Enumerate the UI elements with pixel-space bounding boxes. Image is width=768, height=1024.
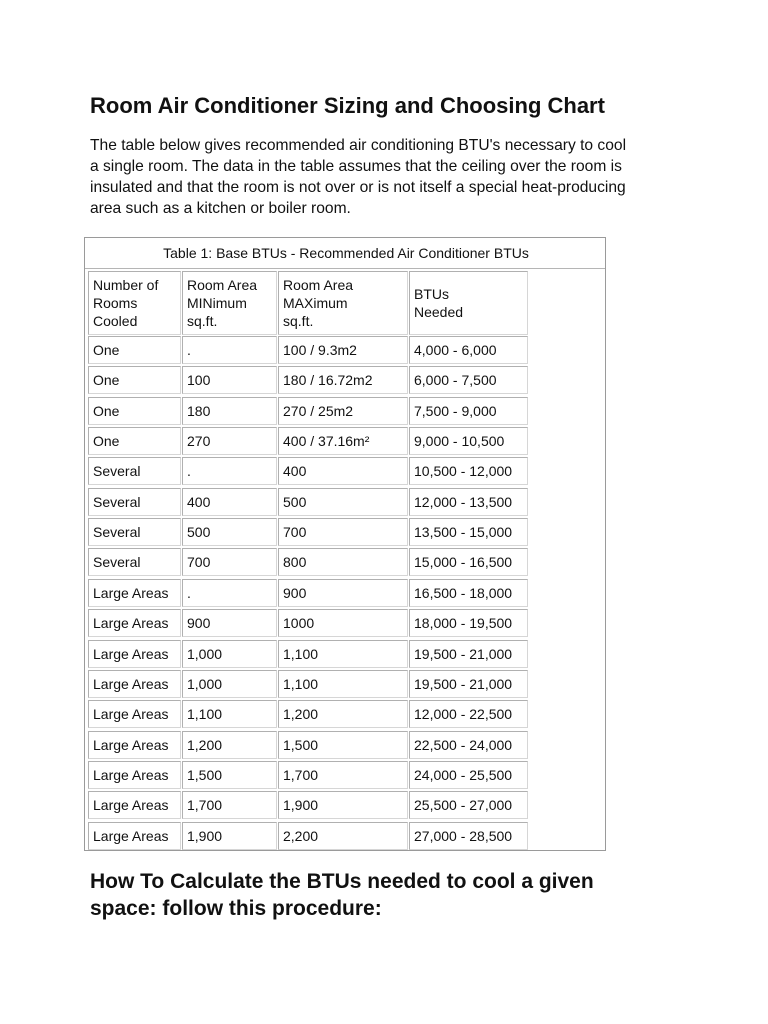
cell-max-area: 1,900 — [278, 791, 408, 819]
cell-btus-needed: 16,500 - 18,000 — [409, 579, 528, 607]
header-line: sq.ft. — [283, 313, 314, 329]
intro-line: area such as a kitchen or boiler room. — [90, 200, 351, 217]
cell-btus-needed: 24,000 - 25,500 — [409, 761, 528, 789]
cell-min-area: 400 — [182, 488, 277, 516]
header-max-area — [278, 271, 408, 335]
cell-rooms-cooled: Large Areas — [88, 761, 181, 789]
cell-btus-needed: 6,000 - 7,500 — [409, 366, 528, 394]
section-heading — [90, 868, 690, 922]
section-heading-line: space: follow this procedure: — [90, 897, 382, 920]
cell-min-area: 900 — [182, 609, 277, 637]
header-line: Cooled — [93, 313, 138, 329]
cell-btus-needed: 13,500 - 15,000 — [409, 518, 528, 546]
cell-max-area: 1,200 — [278, 700, 408, 728]
cell-btus-needed: 27,000 - 28,500 — [409, 822, 528, 850]
cell-min-area: 1,100 — [182, 700, 277, 728]
cell-max-area: 1,100 — [278, 670, 408, 698]
cell-max-area: 1,700 — [278, 761, 408, 789]
cell-max-area: 1,100 — [278, 640, 408, 668]
cell-min-area: 180 — [182, 397, 277, 425]
cell-max-area: 100 / 9.3m2 — [278, 336, 408, 364]
cell-rooms-cooled: Large Areas — [88, 670, 181, 698]
cell-min-area: . — [182, 457, 277, 485]
intro-line: a single room. The data in the table assumes that the ceiling over the room is — [90, 158, 622, 175]
section-heading-line: How To Calculate the BTUs needed to cool a given — [90, 870, 594, 893]
header-line: Number of — [93, 277, 159, 293]
cell-rooms-cooled: Large Areas — [88, 822, 181, 850]
cell-min-area: 1,200 — [182, 731, 277, 759]
cell-btus-needed: 4,000 - 6,000 — [409, 336, 528, 364]
cell-btus-needed: 12,000 - 22,500 — [409, 700, 528, 728]
cell-max-area: 180 / 16.72m2 — [278, 366, 408, 394]
header-line: Room Area — [187, 277, 258, 293]
cell-min-area: 1,900 — [182, 822, 277, 850]
cell-min-area: 1,500 — [182, 761, 277, 789]
cell-min-area: 100 — [182, 366, 277, 394]
page-title: Room Air Conditioner Sizing and Choosing Chart — [90, 93, 605, 118]
cell-rooms-cooled: Several — [88, 518, 181, 546]
cell-btus-needed: 18,000 - 19,500 — [409, 609, 528, 637]
cell-max-area: 270 / 25m2 — [278, 397, 408, 425]
cell-max-area: 400 / 37.16m² — [278, 427, 408, 455]
cell-rooms-cooled: Large Areas — [88, 579, 181, 607]
cell-btus-needed: 12,000 - 13,500 — [409, 488, 528, 516]
cell-max-area: 500 — [278, 488, 408, 516]
header-line: Room Area — [283, 277, 354, 293]
cell-rooms-cooled: One — [88, 427, 181, 455]
cell-max-area: 1000 — [278, 609, 408, 637]
cell-max-area: 900 — [278, 579, 408, 607]
cell-min-area: 1,000 — [182, 670, 277, 698]
cell-rooms-cooled: Large Areas — [88, 731, 181, 759]
table-caption: Table 1: Base BTUs - Recommended Air Conditioner BTUs — [163, 245, 529, 261]
cell-rooms-cooled: Large Areas — [88, 609, 181, 637]
cell-rooms-cooled: Large Areas — [88, 640, 181, 668]
intro-line: insulated and that the room is not over or is not itself a special heat-producing — [90, 179, 626, 196]
cell-max-area: 1,500 — [278, 731, 408, 759]
cell-min-area: 500 — [182, 518, 277, 546]
cell-max-area: 400 — [278, 457, 408, 485]
header-line: Needed — [414, 304, 464, 320]
cell-min-area: 1,700 — [182, 791, 277, 819]
cell-max-area: 2,200 — [278, 822, 408, 850]
cell-min-area: 1,000 — [182, 640, 277, 668]
caption-divider — [85, 268, 605, 269]
cell-rooms-cooled: One — [88, 366, 181, 394]
cell-rooms-cooled: One — [88, 336, 181, 364]
cell-rooms-cooled: Several — [88, 488, 181, 516]
cell-min-area: . — [182, 336, 277, 364]
cell-rooms-cooled: Several — [88, 457, 181, 485]
cell-rooms-cooled: Large Areas — [88, 700, 181, 728]
cell-btus-needed: 25,500 - 27,000 — [409, 791, 528, 819]
header-line: BTUs — [414, 286, 449, 302]
btu-table — [84, 237, 606, 851]
header-line: MINimum — [187, 295, 247, 311]
cell-rooms-cooled: Large Areas — [88, 791, 181, 819]
cell-btus-needed: 10,500 - 12,000 — [409, 457, 528, 485]
cell-min-area: . — [182, 579, 277, 607]
cell-btus-needed: 19,500 - 21,000 — [409, 640, 528, 668]
cell-btus-needed: 22,500 - 24,000 — [409, 731, 528, 759]
cell-max-area: 800 — [278, 548, 408, 576]
intro-paragraph — [90, 135, 690, 219]
header-line: Rooms — [93, 295, 138, 311]
cell-max-area: 700 — [278, 518, 408, 546]
header-line: MAXimum — [283, 295, 348, 311]
cell-btus-needed: 7,500 - 9,000 — [409, 397, 528, 425]
cell-btus-needed: 9,000 - 10,500 — [409, 427, 528, 455]
cell-rooms-cooled: Several — [88, 548, 181, 576]
cell-min-area: 270 — [182, 427, 277, 455]
intro-line: The table below gives recommended air conditioning BTU's necessary to cool — [90, 137, 627, 154]
cell-rooms-cooled: One — [88, 397, 181, 425]
cell-btus-needed: 15,000 - 16,500 — [409, 548, 528, 576]
cell-btus-needed: 19,500 - 21,000 — [409, 670, 528, 698]
header-rooms-cooled — [88, 271, 181, 335]
cell-min-area: 700 — [182, 548, 277, 576]
header-line: sq.ft. — [187, 313, 218, 329]
header-btus-needed — [409, 271, 528, 335]
header-min-area — [182, 271, 277, 335]
